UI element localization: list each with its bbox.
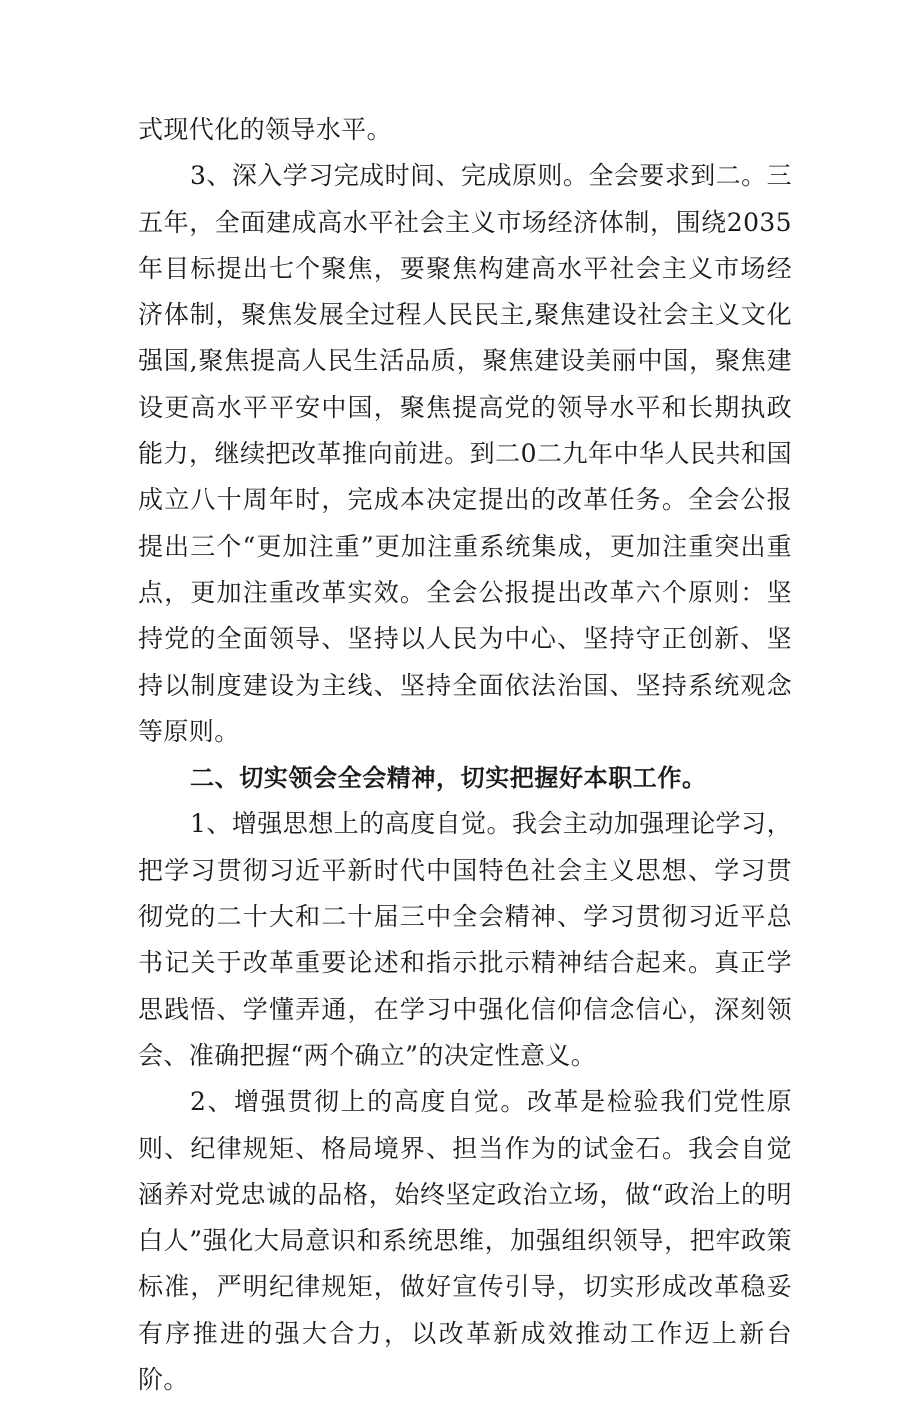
- paragraph-item-1: 1、增强思想上的高度自觉。我会主动加强理论学习，把学习贯彻习近平新时代中国特色社会主义思想、学习贯彻党的二十大和二十届三中全会精神、学习贯彻习近平总书记关于改革重要论述和指示批示精神结合起来。真正学思践悟、学懂弄通，在学习中强化信仰信念信心，深刻领会、准确把握“两个确立”的决定性意义。: [138, 809, 792, 1070]
- paragraph-item-2: 2、增强贯彻上的高度自觉。改革是检验我们党性原则、纪律规矩、格局境界、担当作为的试金石。我会自觉涵养对党忠诚的品格，始终坚定政治立场，做“政治上的明白人”强化大局意识和系统思维，加强组织领导，把牢政策标准，严明纪律规矩，做好宣传引导，切实形成改革稳妥有序推进的强大合力，以改革新成效推动工作迈上新台阶。: [138, 1087, 792, 1395]
- document-body: [138, 107, 792, 1403]
- paragraph-continuation: 式现代化的领导水平。: [138, 115, 393, 144]
- paragraph-item-3: 3、深入学习完成时间、完成原则。全会要求到二。三五年，全面建成高水平社会主义市场经济体制，围绕2035年目标提出七个聚焦，要聚焦构建高水平社会主义市场经济体制，聚焦发展全过程人民民主,聚焦建设社会主义文化强国,聚焦提高人民生活品质，聚焦建设美丽中国，聚焦建设更高水平平安中国，聚焦提高党的领导水平和长期执政能力，继续把改革推向前进。到二0二九年中华人民共和国成立八十周年时，完成本决定提出的改革任务。全会公报提出三个“更加注重”更加注重系统集成，更加注重突出重点，更加注重改革实效。全会公报提出改革六个原则：坚持党的全面领导、坚持以人民为中心、坚持守正创新、坚持以制度建设为主线、坚持全面依法治国、坚持系统观念等原则。: [138, 161, 792, 746]
- section-heading-2: 二、切实领会全会精神，切实把握好本职工作。: [190, 764, 707, 793]
